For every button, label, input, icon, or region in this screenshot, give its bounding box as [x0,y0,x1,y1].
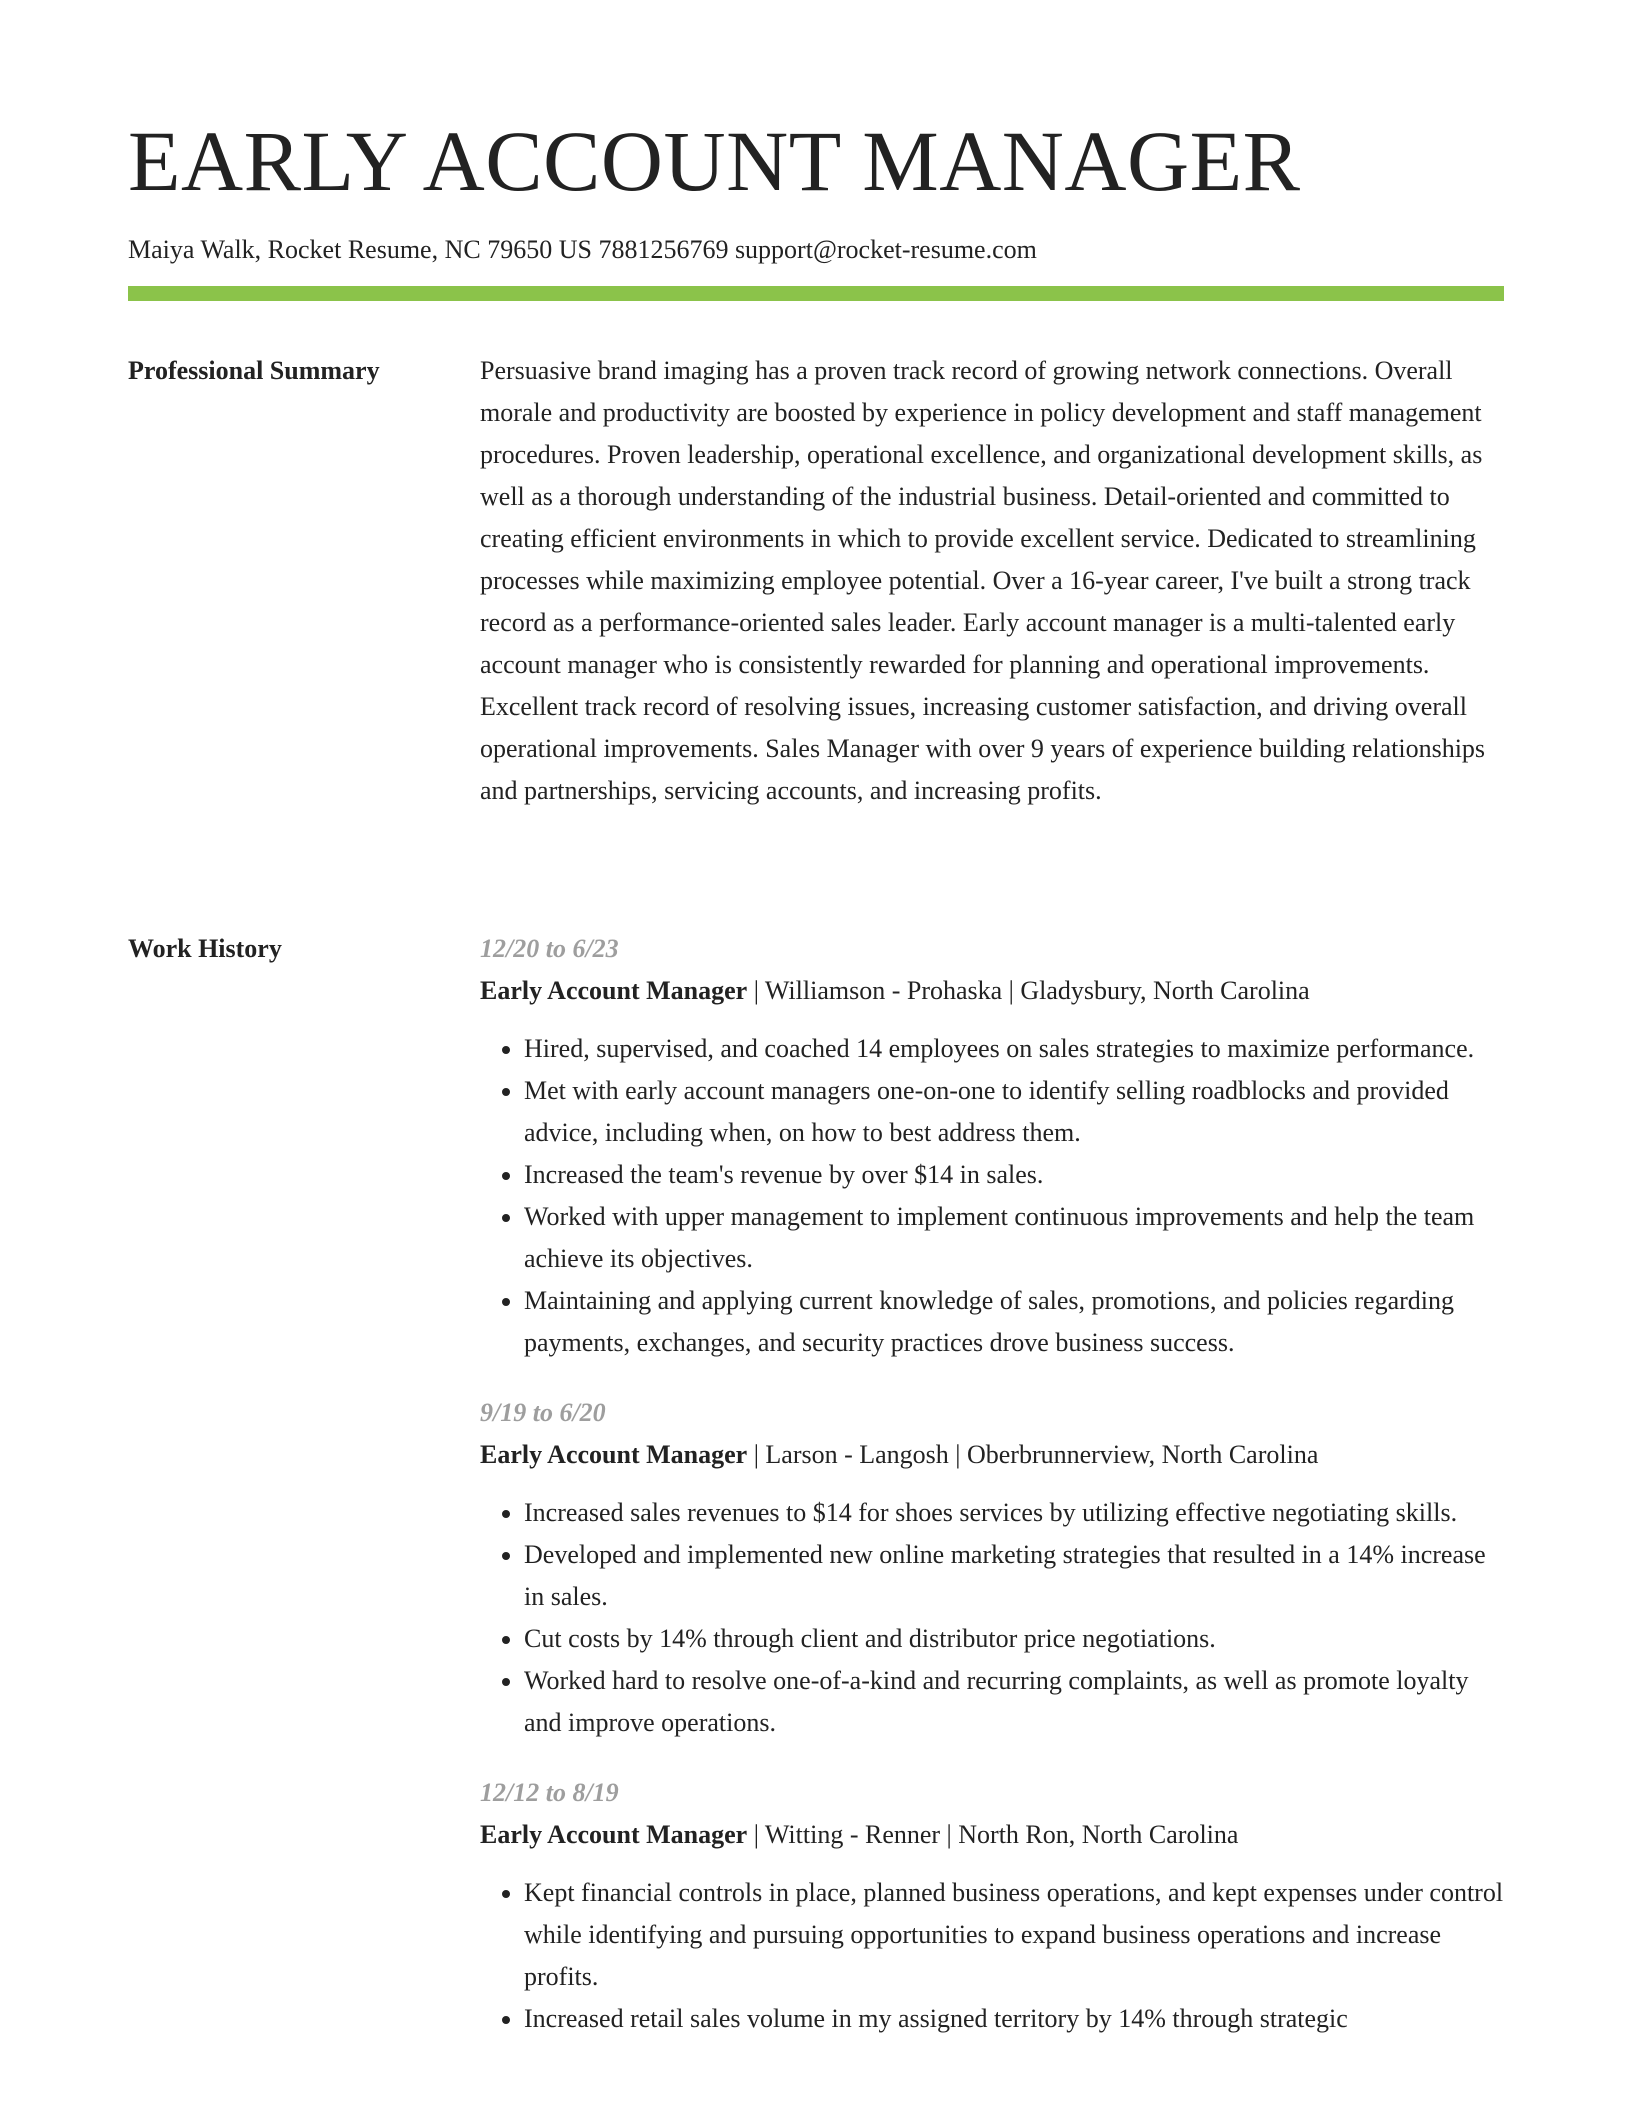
job-heading [480,1434,1504,1476]
job-employer-location: | Witting - Renner | North Ron, North Carolina [747,1820,1239,1849]
job-title: Early Account Manager [480,1440,748,1469]
job-dates: 12/20 to 6/23 [480,934,619,963]
job-dates: 9/19 to 6/20 [480,1398,606,1427]
section-label-work-history: Work History [128,934,282,963]
job-heading [480,1814,1504,1856]
summary-body [480,350,1504,812]
job-bullet: • Increased sales revenues to $14 for shoes services by utilizing effective negotiating skills. [524,1492,1504,1534]
job-heading [480,970,1504,1012]
job-bullet: • Increased the team's revenue by over $14 in sales. [524,1154,1504,1196]
job-bullet: • Worked hard to resolve one-of-a-kind and recurring complaints, as well as promote loyalty and improve operations. [524,1660,1504,1744]
job-bullet: • Maintaining and applying current knowledge of sales, promotions, and policies regarding payments, exchanges, and security practices drove business success. [524,1280,1504,1364]
job-dates: 12/12 to 8/19 [480,1778,619,1807]
section-label-summary: Professional Summary [128,356,380,385]
job-bullet: • Met with early account managers one-on-one to identify selling roadblocks and provided advice, including when, on how to best address them. [524,1070,1504,1154]
job-entry [480,1772,1504,2040]
job-bullet: • Worked with upper management to implement continuous improvements and help the team achieve its objectives. [524,1196,1504,1280]
job-bullet: • Hired, supervised, and coached 14 employees on sales strategies to maximize performance. [524,1028,1504,1070]
job-bullet-list [480,1028,1504,1364]
job-bullet-list [480,1492,1504,1744]
job-bullet: • Developed and implemented new online marketing strategies that resulted in a 14% increase in sales. [524,1534,1504,1618]
contact-line: Maiya Walk, Rocket Resume, NC 79650 US 7881256769 support@rocket-resume.com [128,235,1037,264]
work-history-body [480,928,1504,2068]
job-employer-location: | Larson - Langosh | Oberbrunnerview, North Carolina [747,1440,1319,1469]
job-entry [480,928,1504,1364]
job-bullet-list [480,1872,1504,2040]
job-bullet: • Cut costs by 14% through client and distributor price negotiations. [524,1618,1504,1660]
job-title: Early Account Manager [480,1820,748,1849]
header-divider [128,286,1504,301]
summary-text: Persuasive brand imaging has a proven track record of growing network connections. Overall morale and productivity are boosted by experience in policy development and staff management procedures. Proven leadership, operational excellence, and organizational development skills, as well as a thorough understanding of the industrial business. Detail-oriented and committed to creating efficient environments in which to provide excellent service. Dedicated to streamlining processes while maximizing employee potential. Over a 16-year career, I've built a strong track record as a performance-oriented sales leader. Early account manager is a multi-talented early account manager who is consistently rewarded for planning and operational improvements. Excellent track record of resolving issues, increasing customer satisfaction, and driving overall operational improvements. Sales Manager with over 9 years of experience building relationships and partnerships, servicing accounts, and increasing profits. [480,356,1486,805]
job-entry [480,1392,1504,1744]
job-title: Early Account Manager [480,976,748,1005]
page-title: EARLY ACCOUNT MANAGER [128,113,1301,209]
job-bullet: • Kept financial controls in place, planned business operations, and kept expenses under control while identifying and pursuing opportunities to expand business operations and increase profits. [524,1872,1504,1998]
job-bullet: • Increased retail sales volume in my assigned territory by 14% through strategic [524,1998,1504,2040]
job-employer-location: | Williamson - Prohaska | Gladysbury, North Carolina [747,976,1310,1005]
